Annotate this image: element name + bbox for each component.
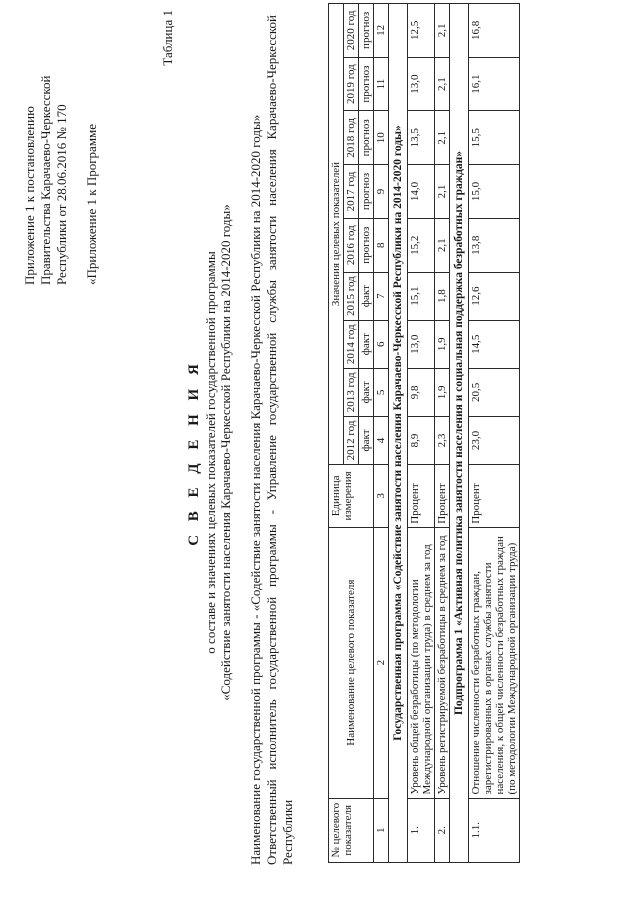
- row-value: 12,5: [408, 4, 435, 58]
- header-year: 2017 год: [344, 165, 359, 219]
- row-name: Уровень общей безработицы (по методологии Международной организации труда) в среднем за год: [408, 527, 435, 798]
- row-name: Отношение численности безработных граждан, зарегистрированных в органах службы занятости населения, к общей численности безработных граждан (по методологии Международной организации труда): [469, 527, 520, 798]
- header-type: факт: [359, 368, 374, 416]
- responsible-executor: Ответственный исполнитель государственной программы - Управление государственной службы занятости населения Карачаево-Черкесской Республики: [264, 15, 295, 865]
- column-index: 10: [374, 111, 389, 165]
- header-year: 2020 год: [344, 4, 359, 58]
- title-heading: С В Е Д Е Н И Я: [186, 359, 202, 546]
- row-value: 2,3: [435, 416, 450, 464]
- title-subline: «Содействие занятости населения Карачаево-Черкесской Республики на 2014-2020 годы»: [218, 204, 233, 701]
- row-value: 16,8: [469, 4, 520, 58]
- row-value: 14,5: [469, 320, 520, 368]
- table-row: [435, 4, 450, 863]
- row-name: Уровень регистрируемой безработицы в среднем за год: [435, 527, 450, 798]
- header-type: факт: [359, 272, 374, 320]
- header-year: 2019 год: [344, 57, 359, 111]
- column-index: 1: [374, 798, 389, 862]
- program-name: Наименование государственной программы - «Содействие занятости населения Карачаево-Черкесской Республики на 2014-2020 годы»: [248, 114, 263, 865]
- row-value: 2,1: [435, 4, 450, 58]
- column-index: 5: [374, 368, 389, 416]
- header-num: № целевого показателя: [329, 798, 374, 862]
- row-value: 2,1: [435, 165, 450, 219]
- section-row-subprogram: [450, 4, 469, 863]
- row-value: 16,1: [469, 57, 520, 111]
- row-value: 1,8: [435, 272, 450, 320]
- row-value: 23,0: [469, 416, 520, 464]
- approval-line: Республики от 28.06.2016 № 170: [54, 104, 69, 285]
- row-num: 2.: [435, 798, 450, 862]
- row-value: 8,9: [408, 416, 435, 464]
- row-value: 13,0: [408, 320, 435, 368]
- column-index: 6: [374, 320, 389, 368]
- column-index: 9: [374, 165, 389, 219]
- row-value: 1,9: [435, 368, 450, 416]
- approval-line: Приложение 1 к постановлению: [22, 106, 37, 285]
- header-year: 2012 год: [344, 416, 359, 464]
- header-row: [329, 4, 344, 863]
- column-index: 8: [374, 218, 389, 272]
- row-num: 1.: [408, 798, 435, 862]
- header-year: 2013 год: [344, 368, 359, 416]
- section-row-program: [389, 4, 408, 863]
- row-value: 15,2: [408, 218, 435, 272]
- indicators-table: [328, 3, 520, 863]
- row-value: 12,6: [469, 272, 520, 320]
- column-index: 2: [374, 527, 389, 798]
- row-value: 13,5: [408, 111, 435, 165]
- table-row: [469, 4, 520, 863]
- row-value: 15,5: [469, 111, 520, 165]
- column-index: 7: [374, 272, 389, 320]
- header-year: 2016 год: [344, 218, 359, 272]
- row-value: 14,0: [408, 165, 435, 219]
- row-value: 13,0: [408, 57, 435, 111]
- table-label: Таблица 1: [160, 10, 175, 66]
- row-unit: Процент: [435, 464, 450, 527]
- column-index: 3: [374, 464, 389, 527]
- row-num: 1.1.: [469, 798, 520, 862]
- header-type: факт: [359, 416, 374, 464]
- header-type: прогноз: [359, 218, 374, 272]
- row-value: 15,1: [408, 272, 435, 320]
- row-value: 15,0: [469, 165, 520, 219]
- section-title: Подпрограмма 1 «Активная политика занятости населения и социальная поддержка безработных граждан»: [450, 4, 469, 863]
- approval-block: [22, 10, 100, 285]
- document-title: [186, 0, 233, 905]
- header-type: прогноз: [359, 165, 374, 219]
- row-unit: Процент: [408, 464, 435, 527]
- section-title: Государственная программа «Содействие занятости населения Карачаево-Черкесской Республики на 2014-2020 годы»: [389, 4, 408, 863]
- row-value: 20,5: [469, 368, 520, 416]
- header-type: факт: [359, 320, 374, 368]
- column-index: 12: [374, 4, 389, 58]
- column-index-row: [374, 4, 389, 863]
- approval-line: Правительства Карачаево-Черкесской: [38, 75, 53, 285]
- program-appendix-line: «Приложение 1 к Программе: [84, 123, 99, 285]
- row-value: 1,9: [435, 320, 450, 368]
- header-type: прогноз: [359, 4, 374, 58]
- header-type: прогноз: [359, 111, 374, 165]
- title-subline: о составе и значениях целевых показателей государственной программы: [203, 251, 218, 654]
- header-type: прогноз: [359, 57, 374, 111]
- header-year: 2015 год: [344, 272, 359, 320]
- header-year: 2018 год: [344, 111, 359, 165]
- row-unit: Процент: [469, 464, 520, 527]
- row-value: 2,1: [435, 111, 450, 165]
- header-name: Наименование целевого показателя: [329, 527, 374, 798]
- column-index: 4: [374, 416, 389, 464]
- intro-block: [248, 15, 296, 865]
- table-row: [408, 4, 435, 863]
- row-value: 9,8: [408, 368, 435, 416]
- header-year: 2014 год: [344, 320, 359, 368]
- row-value: 13,8: [469, 218, 520, 272]
- column-index: 11: [374, 57, 389, 111]
- row-value: 2,1: [435, 57, 450, 111]
- header-values-group: Значения целевых показателей: [329, 4, 344, 465]
- header-unit: Единица измерения: [329, 464, 374, 527]
- row-value: 2,1: [435, 218, 450, 272]
